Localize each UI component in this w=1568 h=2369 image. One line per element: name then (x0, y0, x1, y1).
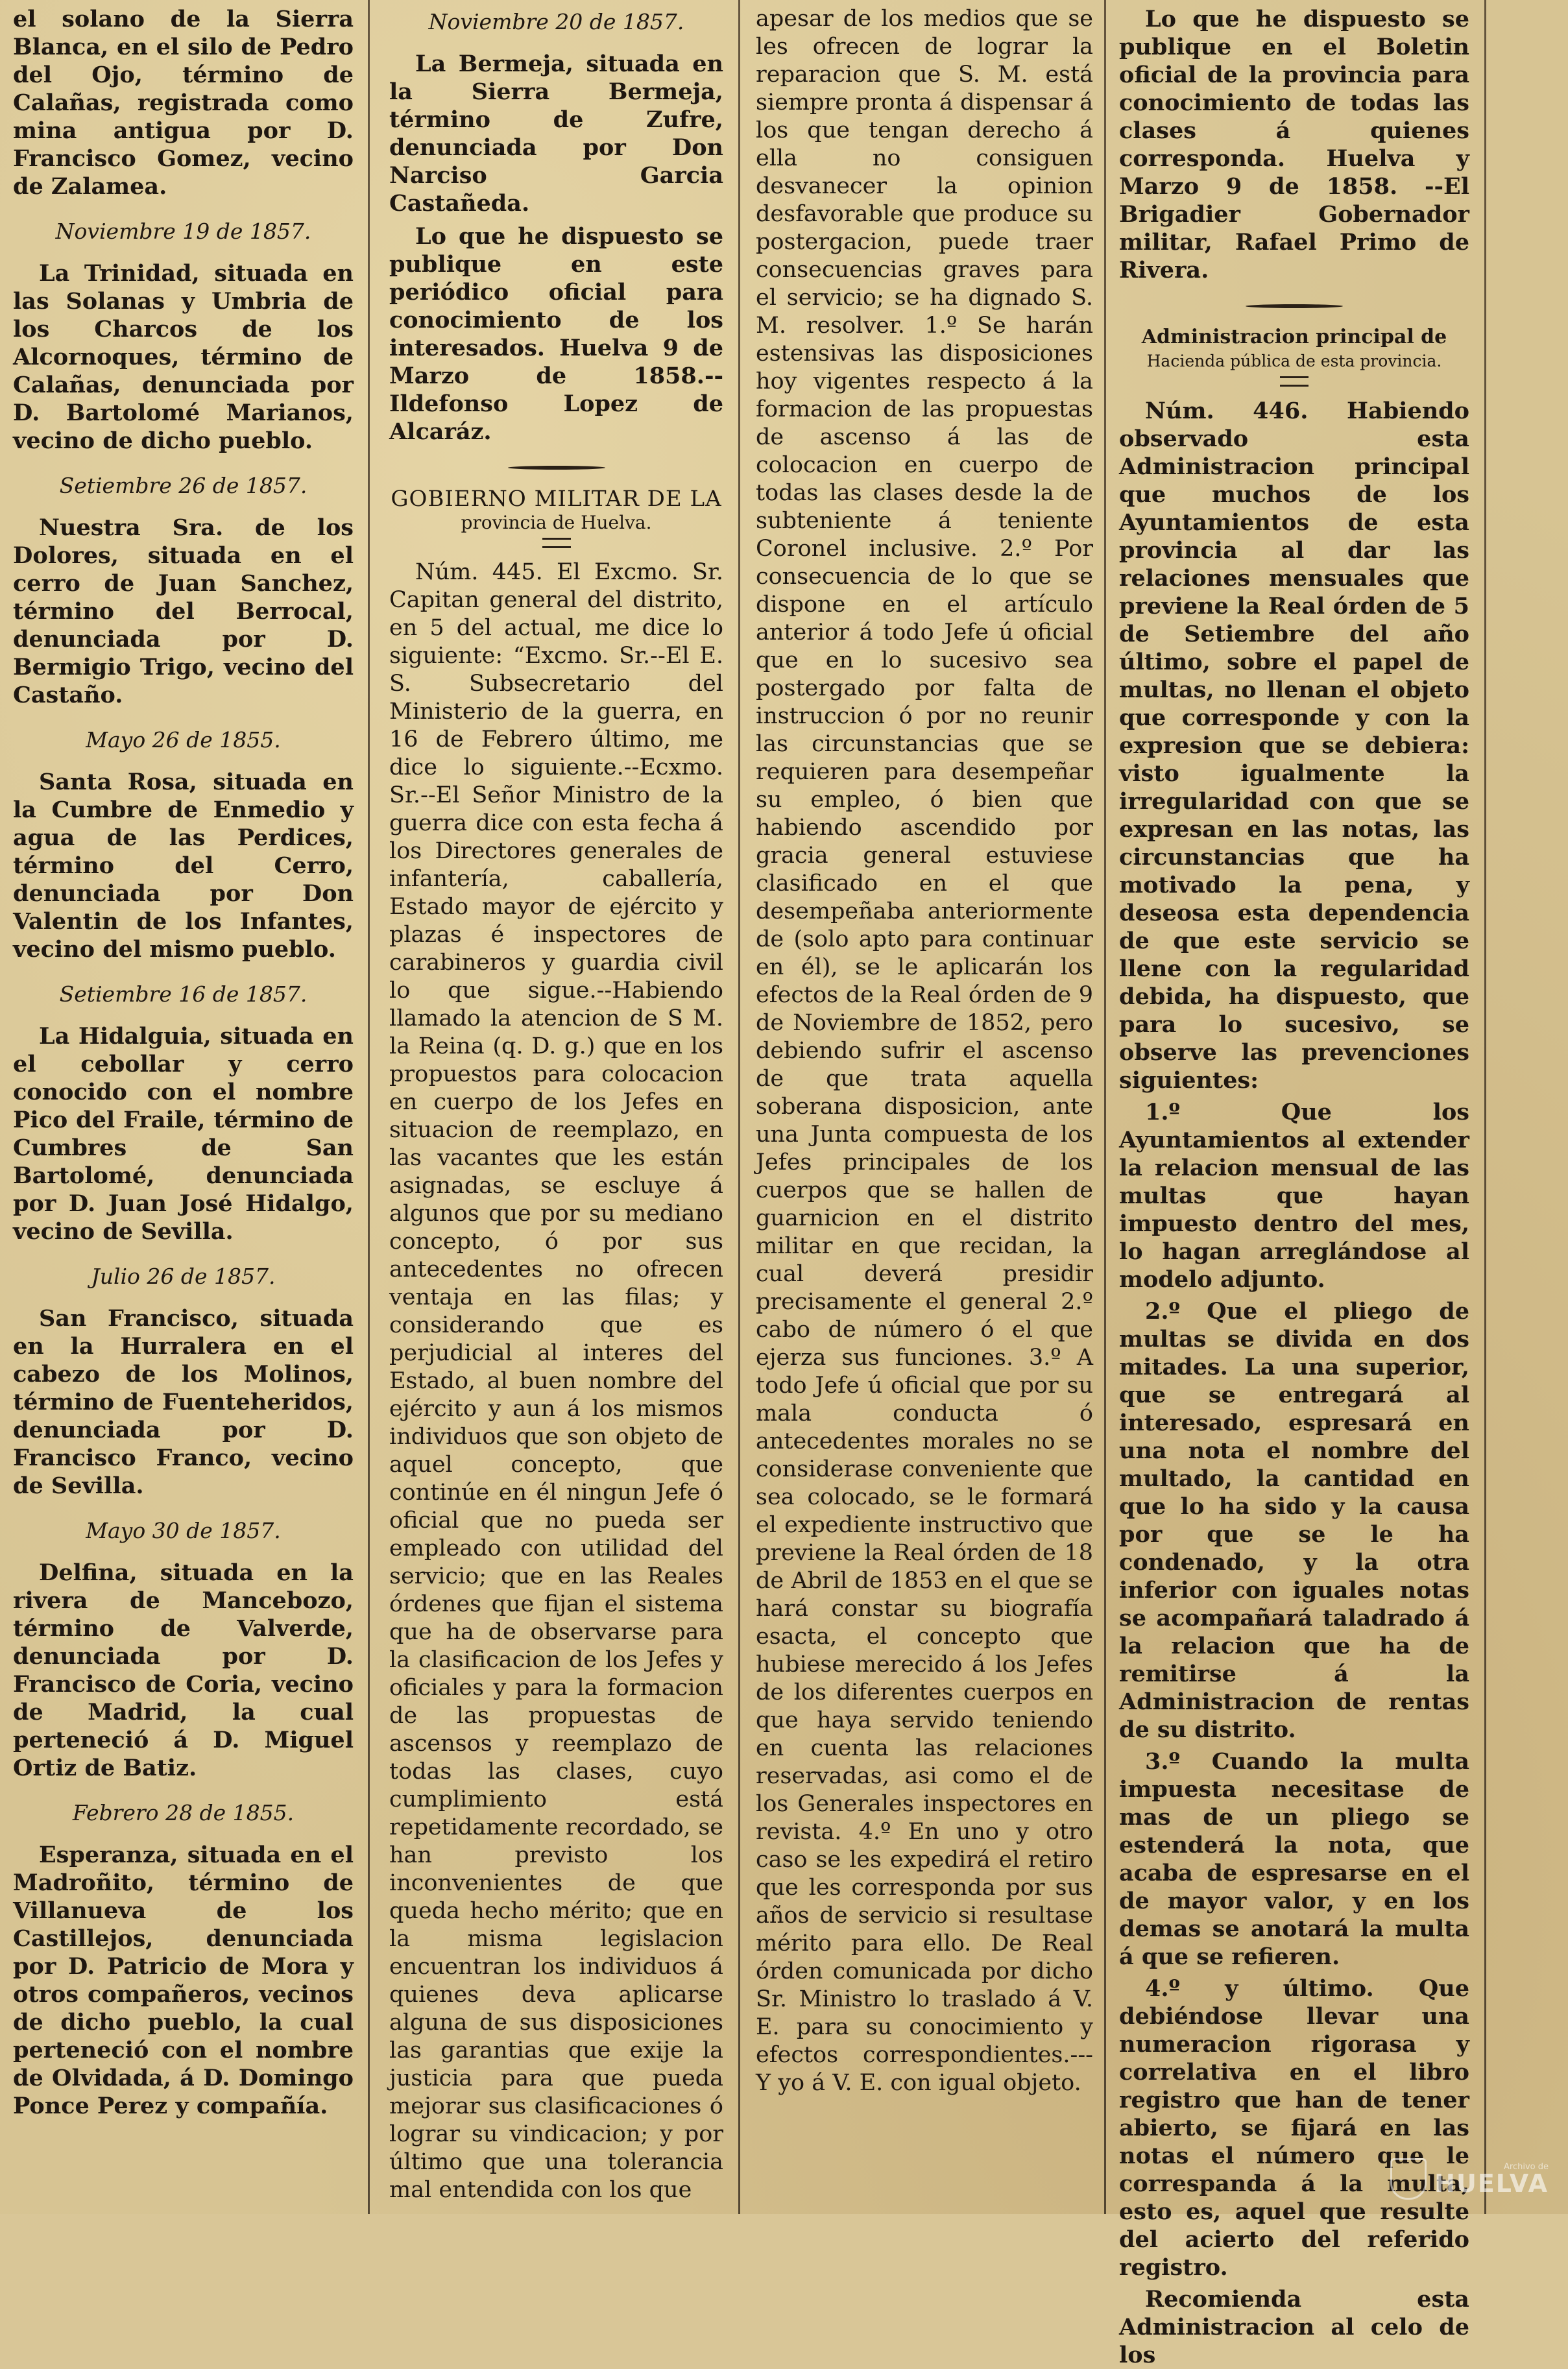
finance-rule: 4.º y último. Que debiéndose llevar una numeracion rigorasa y correlativa en el libro registro que han de tener abierto, se fijará en las notas el número que le correspanda á la multa, esto es, aquel que resulte del acierto del referido registro. (1119, 1975, 1469, 2281)
finance-rule: 1.º Que los Ayuntamientos al extender la relacion mensual de las multas que hayan impuesto dentro del mes, lo hagan arreglándose al modelo adjunto. (1119, 1099, 1469, 1293)
archive-watermark (1390, 2158, 1549, 2200)
finance-rule: 2.º Que el pliego de multas se divida en dos mitades. La una superior, que se entregará al interesado, espresará en una nota el nombre del multado, la cantidad en que lo ha sido y la causa por que se le ha condenado, y la otra inferior con iguales notas se acompañará taladrado á la relacion que ha de remitirse á la Administracion de rentas de su distrito. (1119, 1298, 1469, 1743)
mine-entry: Delfina, situada en la rivera de Mancebozo, término de Valverde, denunciada por D. Francisco de Coria, vecino de Madrid, la cual perteneció á D. Miguel Ortiz de Batiz. (13, 1559, 354, 1781)
mine-entry: Esperanza, situada en el Madroñito, término de Villanueva de los Castillejos, denunciada por D. Patricio de Mora y otros compañeros, vecinos de dicho pueblo, la cual perteneció con el nombre de Olvidada, á D. Domingo Ponce Perez y compañía. (13, 1842, 354, 2119)
section-subheading: provincia de Huelva. (461, 512, 652, 533)
section-divider (508, 464, 605, 472)
entry-date: Mayo 26 de 1855. (86, 727, 281, 752)
closing-notice: Lo que he dispuesto se publique en este periódico oficial para conocimiento de los interesados. Huelva 9 de Marzo de 1858.--Ildefonso Lopez de Alcaráz. (389, 223, 723, 445)
military-order-text: Núm. 445. El Excmo. Sr. Capitan general del distrito, en 5 del actual, me dice lo siguiente: “Excmo. Sr.--El E. S. Subsecretario del Ministerio de la guerra, en 16 de Febrero último, me dice lo siguiente.--Ecxmo. Sr.--El Señor Ministro de la guerra dice con esta fecha á los Directores generales de infantería, caballería, Estado mayor de ejército y plazas é inspectores de carabineros y guardia civil lo que sigue.--Habiendo llamado la atencion de S M. la Reina (q. D. g.) que en los propuestos para colocacion en cuerpo de los Jefes en situacion de reemplazo, en las vacantes que les están asignadas, se escluye á algunos que por su mediano concepto, ó por sus antecedentes no ofrecen ventaja en las filas; y considerando que es perjudicial al interes del Estado, al buen nombre del ejército y aun á los mismos individuos que son objeto de aquel concepto, que continúe en él ningun Jefe ó oficial que no pueda ser empleado con utilidad del servicio; que en las Reales órdenes que fijan el sistema que ha de observarse para la clasificacion de los Jefes y oficiales y para la formacion de las propuestas de ascensos y reemplazo de todas las clases, cuyo cumplimiento está repetidamente recordado, se han previsto los inconvenientes de que queda hecho mérito; que en la misma legislacion encuentran los individuos á quienes deva aplicarse alguna de sus disposiciones las garantias que exije la justicia para que pueda mejorar sus clasificaciones ó lograr su vindicacion; y por último que una tolerancia mal entendida con los que (389, 559, 723, 2203)
entry-date: Julio 26 de 1857. (91, 1264, 276, 1289)
mine-entry: La Bermeja, situada en la Sierra Bermeja, término de Zufre, denunciada por Don Narciso Garcia Castañeda. (389, 51, 723, 217)
section-subheading: Hacienda pública de esta provincia. (1146, 352, 1442, 370)
entry-date: Setiembre 16 de 1857. (59, 981, 308, 1007)
section-divider (1246, 302, 1343, 310)
entry-date: Mayo 30 de 1857. (86, 1518, 281, 1543)
entry-date: Noviembre 19 de 1857. (55, 219, 311, 244)
column-rule (1484, 0, 1486, 2214)
finance-rule: 3.º Cuando la multa impuesta necesitase de mas de un pliego se estenderá la nota, que acaba de espresarse en el de mayor valor, y en los demas se anotará la multa á que se refieren. (1119, 1748, 1469, 1970)
column-3 (756, 5, 1093, 2188)
entry-date: Noviembre 20 de 1857. (428, 9, 684, 34)
closing-notice: Lo que he dispuesto se publique en el Boletin oficial de la provincia para conocimiento de todas las clases á quienes corresponda. Huelva y Marzo 9 de 1858. --El Brigadier Gobernador militar, Rafael Primo de Rivera. (1119, 6, 1469, 283)
military-order-continued: apesar de los medios que se les ofrecen de lograr la reparacion que S. M. está siempre pronta á dispensar á los que tengan derecho á ella no consiguen desvanecer la opinion desfavorable que produce su postergacion, puede traer consecuencias graves para el servicio; se ha dignado S. M. resolver. 1.º Se harán estensivas las disposiciones hoy vigentes respecto á la formacion de las propuestas de ascenso á las de colocacion en cuerpo de todas las clases desde la de subteniente á teniente Coronel inclusive. 2.º Por consecuencia de lo que se dispone en el artículo anterior á todo Jefe ú oficial que en lo sucesivo sea postergado por falta de instruccion ó por no reunir las circunstancias que se requieren para desempeñar su empleo, ó bien que habiendo ascendido por gracia general estuviese clasificado en el que desempeñaba anteriormente de (solo apto para continuar en él), se le aplicarán los efectos de la Real órden de 9 de Noviembre de 1852, pero debiendo sufrir el ascenso de que trata aquella soberana disposicion, ante una Junta compuesta de los Jefes principales de los cuerpos que se hallen de guarnicion en el distrito militar en que recidan, la cual deverá presidir precisamente el general 2.º cabo de número ó el que ejerza sus funciones. 3.º A todo Jefe ú oficial que por su mala conducta ó antecedentes morales no se considerase conveniente que sea colocado, se le formará el expediente instructivo que previene la Real órden de 18 de Abril de 1853 en el que se hará constar su biografía esacta, el concepto que hubiese merecido á los Jefes de los diferentes cuerpos en que haya servido teniendo en cuenta las relaciones reservadas, asi como el de los Generales inspectores en revista. 4.º En uno y otro caso se les expedirá el retiro que les corresponda por sus años de servicio si resultase mérito para ello. De Real órden comunicada por dicho Sr. Ministro lo traslado á V. E. para su conocimiento y efectos correspondientes.--- Y yo á V. E. con igual objeto. (756, 6, 1093, 2096)
mine-entry: La Hidalguia, situada en el cebollar y cerro conocido con el nombre Pico del Fraile, término de Cumbres de San Bartolomé, denunciada por D. Juan José Hidalgo, vecino de Sevilla. (13, 1023, 354, 1245)
heading-ornament (1280, 376, 1309, 387)
mine-entry: Nuestra Sra. de los Dolores, situada en el cerro de Juan Sanchez, término del Berrocal, denunciada por D. Bermigio Trigo, vecino del Castaño. (13, 514, 354, 708)
entry-date: Setiembre 26 de 1857. (59, 473, 308, 498)
watermark-text: Archivo de HUELVA (1434, 2161, 1549, 2198)
column-2 (389, 5, 723, 2203)
column-rule (368, 0, 370, 2214)
finance-order-intro: Núm. 446. Habiendo observado esta Administracion principal que muchos de los Ayuntamientos de esta provincia al dar las relaciones mensuales que previene la Real órden de 5 de Setiembre del año último, sobre el papel de multas, no llenan el objeto que corresponde y con la expresion que se debiera: visto igualmente la irregularidad con que se expresan en las notas, las circunstancias que ha motivado la pena, y deseosa esta dependencia de que este servicio se llene con la regularidad debida, ha dispuesto, que para lo sucesivo, se observe las prevenciones siguientes: (1119, 398, 1469, 1094)
section-heading: Administracion principal de (1141, 326, 1447, 348)
column-rule (1104, 0, 1106, 2214)
entry-date: Febrero 28 de 1855. (72, 1800, 295, 1825)
mine-entry: San Francisco, situada en la Hurralera en el cabezo de los Molinos, término de Fuenteheridos, denunciada por D. Francisco Franco, vecino de Sevilla. (13, 1305, 354, 1499)
column-4 (1119, 5, 1469, 2368)
column-1 (13, 5, 354, 2188)
archive-shield-icon (1390, 2158, 1427, 2200)
heading-ornament (542, 538, 571, 548)
mine-entry-continued: el solano de la Sierra Blanca, en el silo de Pedro del Ojo, término de Calañas, registrada como mina antigua por D. Francisco Gomez, vecino de Zalamea. (13, 6, 354, 200)
section-heading: GOBIERNO MILITAR DE LA (391, 486, 722, 512)
mine-entry: La Trinidad, situada en las Solanas y Umbria de los Charcos de los Alcornoques, término de Calañas, denunciada por D. Bartolomé Marianos, vecino de dicho pueblo. (13, 260, 354, 454)
mine-entry: Santa Rosa, situada en la Cumbre de Enmedio y agua de las Perdices, término del Cerro, denunciada por Don Valentin de los Infantes, vecino del mismo pueblo. (13, 769, 354, 963)
finance-order-tail: Recomienda esta Administracion al celo de los (1119, 2286, 1469, 2368)
column-rule (738, 0, 740, 2214)
